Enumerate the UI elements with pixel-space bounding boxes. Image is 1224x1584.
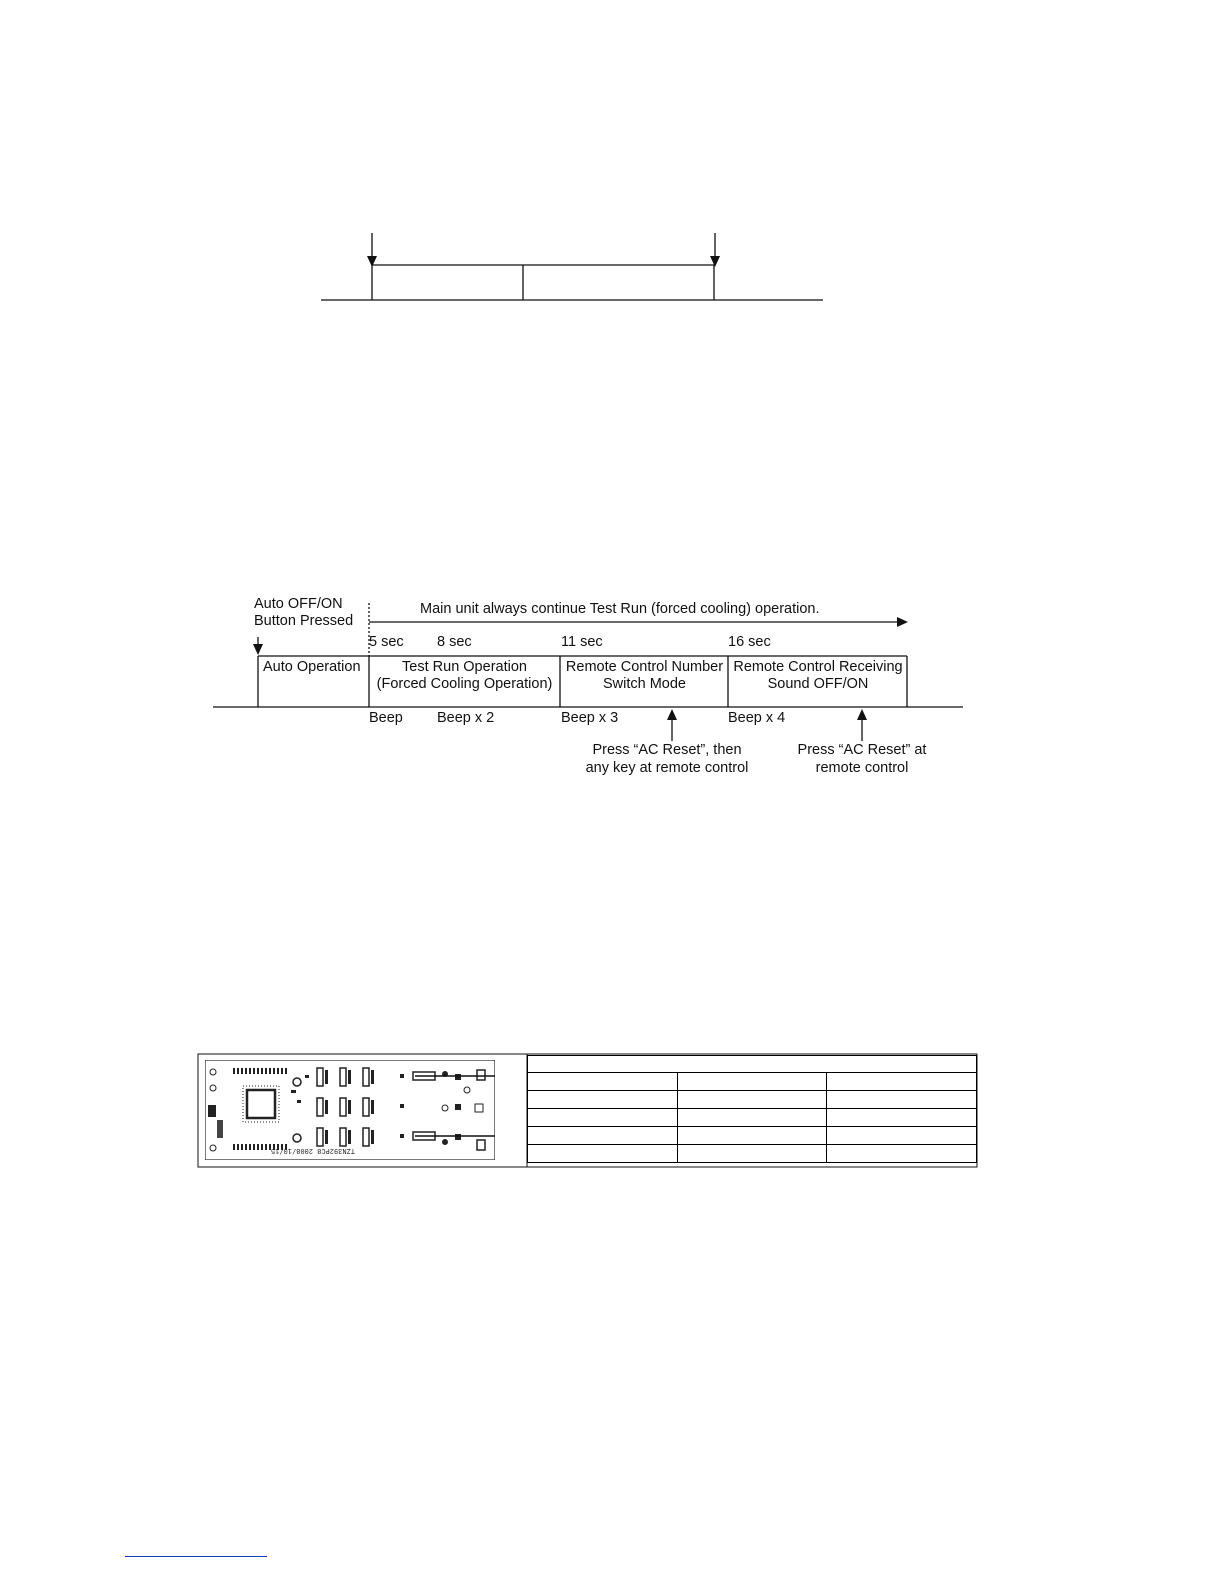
block-remote-sound-line2: Sound OFF/ON (767, 676, 869, 692)
note-any-key-line2: any key at remote control (585, 760, 749, 776)
block-auto-operation: Auto Operation (263, 659, 361, 675)
time-label-5sec: 5 sec (369, 634, 404, 650)
time-label-8sec: 8 sec (437, 634, 472, 650)
table-row (528, 1145, 977, 1163)
block-remote-number-line1: Remote Control Number (565, 659, 724, 675)
start-label-line1: Auto OFF/ON (254, 596, 343, 612)
table-cell (677, 1145, 827, 1163)
table-header-cell (528, 1056, 977, 1073)
block-test-run-line2: (Forced Cooling Operation) (376, 676, 553, 692)
table-cell (677, 1127, 827, 1145)
time-label-11sec: 11 sec (561, 634, 603, 650)
table-row (528, 1109, 977, 1127)
note-arrow-1-head (667, 709, 677, 720)
table-row (528, 1091, 977, 1109)
table-cell (827, 1145, 977, 1163)
pcb-image (205, 1060, 495, 1160)
start-label-line2: Button Pressed (254, 613, 354, 629)
top-timing-figure (321, 233, 823, 300)
note-remote-line2: remote control (815, 760, 909, 776)
note-any-key-line1: Press “AC Reset”, then (592, 742, 742, 758)
table-cell (528, 1145, 678, 1163)
table-cell (827, 1109, 977, 1127)
table-cell (677, 1109, 827, 1127)
start-arrow-head (253, 644, 263, 655)
table-row (528, 1127, 977, 1145)
beep-3: Beep x 3 (561, 710, 619, 726)
table-cell (528, 1127, 678, 1145)
block-test-run-line1: Test Run Operation (402, 659, 527, 675)
note-remote-line1: Press “AC Reset” at (797, 742, 927, 758)
table-cell (528, 1091, 678, 1109)
table-cell (677, 1073, 827, 1091)
block-remote-number-line2: Switch Mode (602, 676, 686, 692)
table-cell (528, 1109, 678, 1127)
continue-arrow-head (897, 617, 908, 627)
table-header-row (528, 1056, 977, 1073)
table-cell (677, 1091, 827, 1109)
svg-text:TZN392PC8 2008/10/15: TZN392PC8 2008/10/15 (270, 1146, 355, 1154)
table-cell (827, 1091, 977, 1109)
note-arrow-2-head (857, 709, 867, 720)
table-cell (528, 1073, 678, 1091)
table-row (528, 1073, 977, 1091)
footer-link-underline[interactable] (125, 1556, 267, 1557)
beep-1: Beep (369, 710, 403, 726)
time-label-16sec: 16 sec (728, 634, 771, 650)
pcb-reference-table (527, 1055, 977, 1163)
beep-4: Beep x 4 (728, 710, 786, 726)
table-cell (827, 1073, 977, 1091)
table-cell (827, 1127, 977, 1145)
block-remote-sound-line1: Remote Control Receiving (733, 659, 903, 675)
beep-2: Beep x 2 (437, 710, 495, 726)
continue-operation-label: Main unit always continue Test Run (forced cooling) operation. (420, 601, 820, 617)
